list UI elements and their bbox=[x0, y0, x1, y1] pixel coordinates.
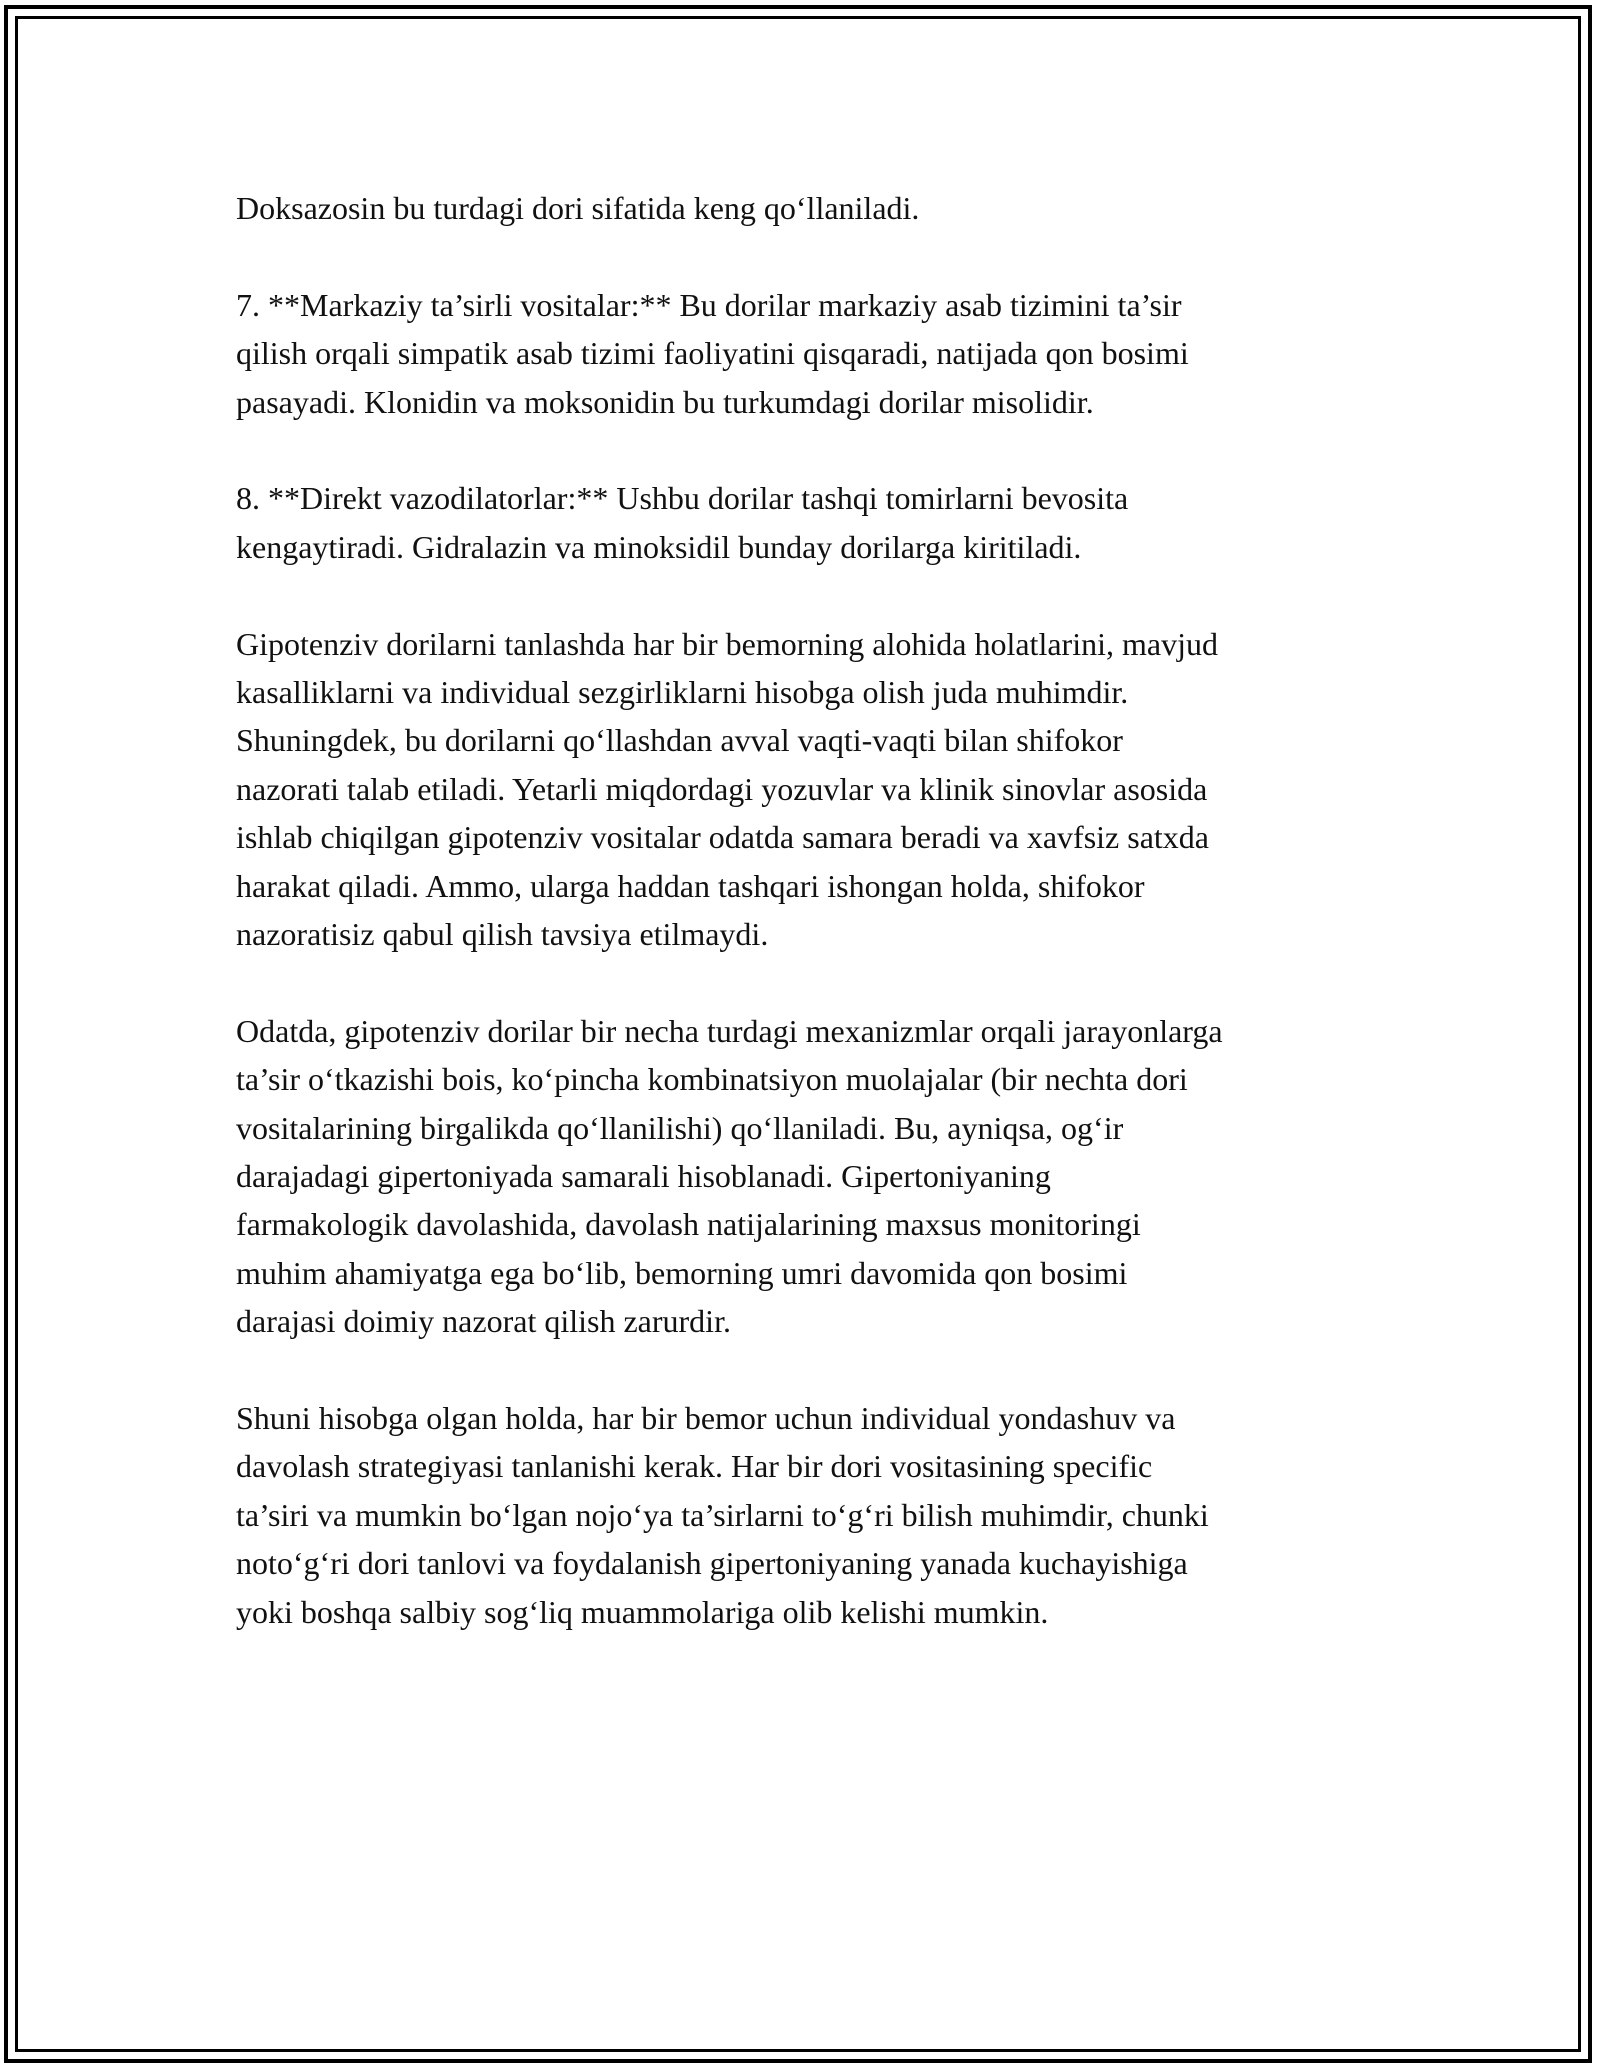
text-line: vositalarining birgalikda qo‘llanilishi) qo‘llaniladi. Bu, ayniqsa, og‘ir bbox=[236, 1109, 1124, 1146]
text-line: Shuningdek, bu dorilarni qo‘llashdan avval vaqti-vaqti bilan shifokor bbox=[236, 722, 1123, 759]
text-line: 8. **Direkt vazodilatorlar:** Ushbu dorilar tashqi tomirlarni bevosita bbox=[236, 480, 1129, 517]
document-body bbox=[236, 184, 1376, 1685]
text-line: darajadagi gipertoniyada samarali hisoblanadi. Gipertoniyaning bbox=[236, 1158, 1051, 1195]
text-line: Odatda, gipotenziv dorilar bir necha turdagi mexanizmlar orqali jarayonlarga bbox=[236, 1012, 1223, 1049]
text-line: ta’sir o‘tkazishi bois, ko‘pincha kombinatsiyon muolajalar (bir nechta dori bbox=[236, 1061, 1188, 1098]
text-line: farmakologik davolashida, davolash natijalarining maxsus monitoringi bbox=[236, 1206, 1141, 1243]
paragraph-direkt-vazodilatorlar bbox=[236, 474, 1376, 571]
text-line: kengaytiradi. Gidralazin va minoksidil bunday dorilarga kiritiladi. bbox=[236, 528, 1082, 565]
paragraph-doksazosin bbox=[236, 184, 1376, 232]
paragraph-kombinatsiyon-muolaja bbox=[236, 1007, 1376, 1346]
text-line: noto‘g‘ri dori tanlovi va foydalanish gipertoniyaning yanada kuchayishiga bbox=[236, 1545, 1188, 1582]
text-line: darajasi doimiy nazorat qilish zarurdir. bbox=[236, 1303, 731, 1340]
text-line: kasalliklarni va individual sezgirliklarni hisobga olish juda muhimdir. bbox=[236, 674, 1129, 711]
text-line: davolash strategiyasi tanlanishi kerak. Har bir dori vositasining specific bbox=[236, 1448, 1153, 1485]
text-line: harakat qiladi. Ammo, ularga haddan tashqari ishongan holda, shifokor bbox=[236, 867, 1145, 904]
text-line: Shuni hisobga olgan holda, har bir bemor uchun individual yondashuv va bbox=[236, 1400, 1176, 1437]
text-line: yoki boshqa salbiy sog‘liq muammolariga olib kelishi mumkin. bbox=[236, 1593, 1049, 1630]
text-line: muhim ahamiyatga ega bo‘lib, bemorning umri davomida qon bosimi bbox=[236, 1254, 1128, 1291]
text-line: ishlab chiqilgan gipotenziv vositalar odatda samara beradi va xavfsiz satxda bbox=[236, 819, 1209, 856]
paragraph-markaziy-vositalar bbox=[236, 281, 1376, 426]
text-line: nazoratisiz qabul qilish tavsiya etilmaydi. bbox=[236, 916, 769, 953]
text-line: qilish orqali simpatik asab tizimi faoliyatini qisqaradi, natijada qon bosimi bbox=[236, 335, 1189, 372]
text-line: nazorati talab etiladi. Yetarli miqdordagi yozuvlar va klinik sinovlar asosida bbox=[236, 770, 1208, 807]
text-line: Gipotenziv dorilarni tanlashda har bir bemorning alohida holatlarini, mavjud bbox=[236, 625, 1218, 662]
paragraph-dori-tanlash bbox=[236, 620, 1376, 959]
text-line: Doksazosin bu turdagi dori sifatida keng qo‘llaniladi. bbox=[236, 190, 920, 226]
text-line: ta’siri va mumkin bo‘lgan nojo‘ya ta’sirlarni to‘g‘ri bilish muhimdir, chunki bbox=[236, 1496, 1209, 1533]
paragraph-individual-yondashuv bbox=[236, 1394, 1376, 1636]
text-line: pasayadi. Klonidin va moksonidin bu turkumdagi dorilar misolidir. bbox=[236, 383, 1094, 420]
text-line: 7. **Markaziy ta’sirli vositalar:** Bu dorilar markaziy asab tizimini ta’sir bbox=[236, 286, 1182, 323]
